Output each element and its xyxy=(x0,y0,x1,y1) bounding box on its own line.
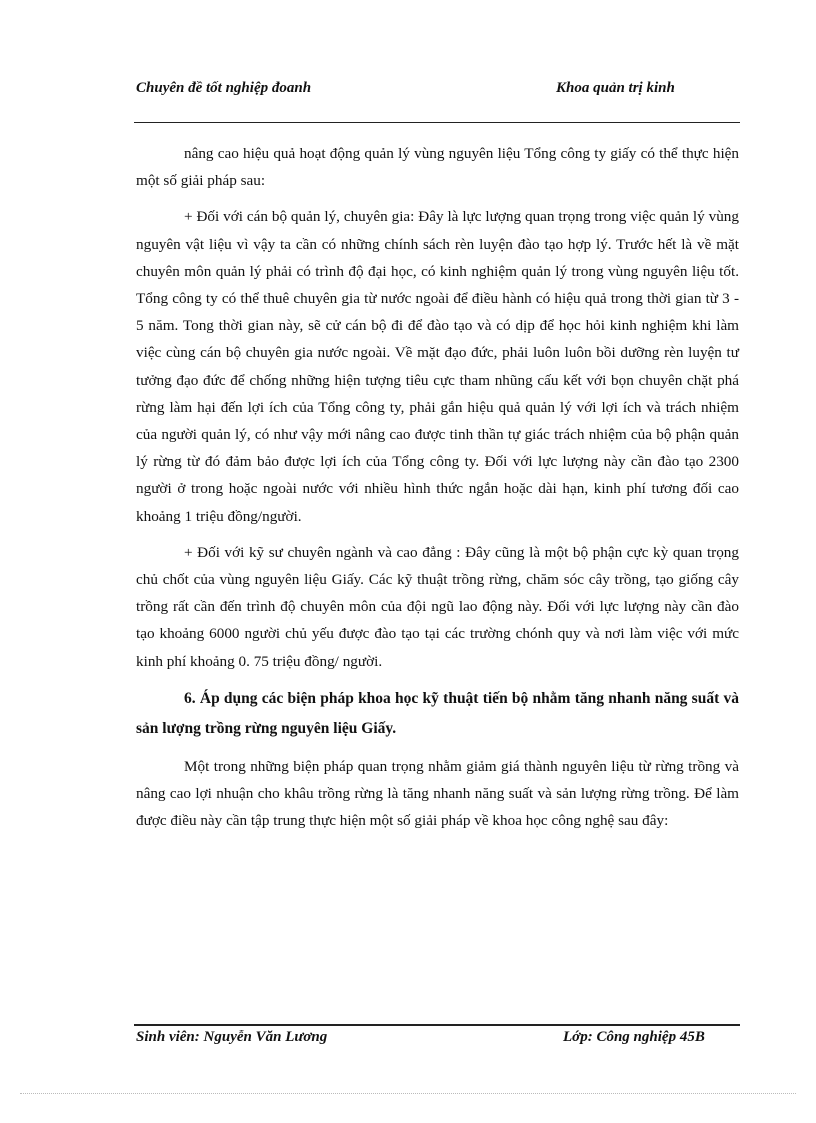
footer-student: Sinh viên: Nguyễn Văn Lương xyxy=(136,1029,328,1045)
header-left: Chuyên đề tốt nghiệp đoanh xyxy=(136,80,312,96)
body-text xyxy=(136,140,739,843)
footer-rule xyxy=(134,1024,740,1026)
header-right: Khoa quản trị kinh xyxy=(556,80,675,96)
section-heading: 6. Áp dụng các biện pháp khoa học kỹ thuật tiến bộ nhằm tăng nhanh năng suất và sản lượng trồng rừng nguyên liệu Giấy. xyxy=(136,689,739,737)
page-bottom-edge xyxy=(20,1093,796,1094)
paragraph-closing: Một trong những biện pháp quan trọng nhằm giảm giá thành nguyên liệu từ rừng trồng và nâng cao lợi nhuận cho khâu trồng rừng là tăng nhanh năng suất và sản lượng rừng trồng. Để làm được điều này cần tập trung thực hiện một số giải pháp về khoa học công nghệ sau đây: xyxy=(136,757,739,830)
footer-class: Lớp: Công nghiệp 45B xyxy=(563,1029,705,1045)
paragraph-managers: + Đối với cán bộ quản lý, chuyên gia: Đây là lực lượng quan trọng trong việc quản lý vùng nguyên vật liệu vì vậy ta cần có những chính sách rèn luyện đào tạo hợp lý. Trước hết là về mặt chuyên môn quản lý phải có trình độ đại học, có kinh nghiệm quản lý trong vùng nguyên liệu tốt. Tổng công ty có thể thuê chuyên gia từ nước ngoài để điều hành có hiệu quả trong thời gian từ 3 - 5 năm. Tong thời gian này, sẽ cử cán bộ đi để đào tạo và có dịp để học hỏi kinh nghiệm khi làm việc cùng cán bộ chuyên gia nước ngoài. Về mặt đạo đức, phải luôn luôn bồi dưỡng rèn luyện tư tưởng đạo đức để chống những hiện tượng tiêu cực tham nhũng cấu kết với bọn chuyên chặt phá rừng làm hại đến lợi ích của Tổng công ty, phải gắn hiệu quả quản lý với lợi ích và trách nhiệm của người quản lý, có như vậy mới nâng cao được tinh thần tự giác trách nhiệm của bộ phận quản lý rừng từ đó đảm bảo được lợi ích của Tổng công ty. Đối với lực lượng này cần đào tạo 2300 người ở trong hoặc ngoài nước với nhiều hình thức ngắn hoặc dài hạn, kinh phí tương đối cao khoảng 1 triệu đồng/người. xyxy=(136,208,739,525)
header-rule xyxy=(134,122,740,123)
paragraph-intro: nâng cao hiệu quả hoạt động quản lý vùng nguyên liệu Tổng công ty giấy có thể thực hiện một số giải pháp sau: xyxy=(136,145,739,190)
paragraph-engineers: + Đối với kỹ sư chuyên ngành và cao đẳng : Đây cũng là một bộ phận cực kỳ quan trọng chủ chốt của vùng nguyên liệu Giấy. Các kỹ thuật trồng rừng, chăm sóc cây trồng, tạo giống cây trồng rất cần đến trình độ chuyên môn của đội ngũ lao động này. Đối với lực lượng này cần đào tạo khoảng 6000 người chủ yếu được đào tạo tại các trường chónh quy và nơi làm việc với mức kinh phí khoảng 0. 75 triệu đồng/ người. xyxy=(136,543,739,670)
